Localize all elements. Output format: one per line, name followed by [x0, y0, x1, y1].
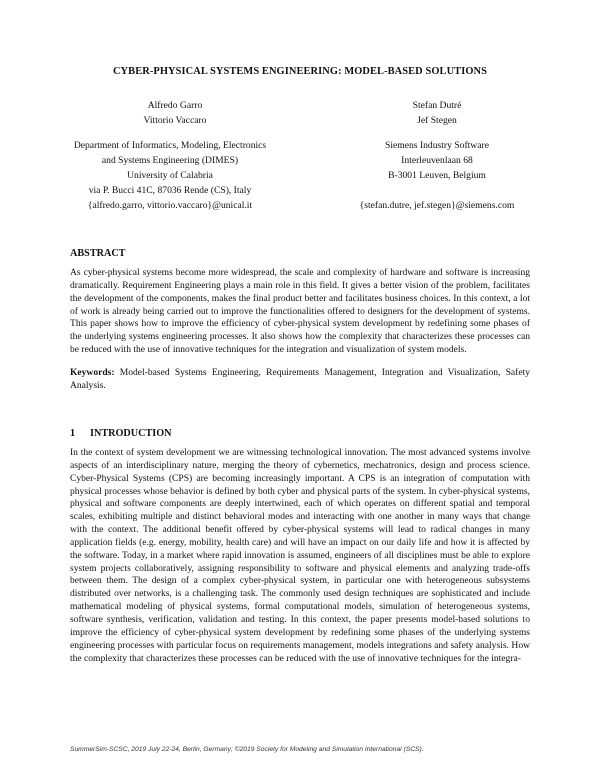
affiliation-line: B-3001 Leuven, Belgium	[388, 170, 486, 181]
authors-right-names	[322, 98, 552, 128]
section-title: INTRODUCTION	[90, 428, 172, 439]
authors-left-names	[60, 98, 290, 128]
abstract-heading: ABSTRACT	[70, 248, 126, 259]
abstract-section	[70, 248, 530, 393]
affiliation-line: Department of Informatics, Modeling, Electronics	[73, 140, 267, 151]
abstract-text: As cyber-physical systems become more widespread, the scale and complexity of hardware and software is increasing dramatically. Requirement Engineering plays a main role in this field. It gives a better vision of the problem, facilitates the development of the components, makes the final product better and facilitates business choices. In this context, a lot of work is already being carried out to improve the functionalities offered to designers for the development of systems. This paper shows how to improve the efficiency of cyber-physical system development by redefining some phases of the underlying systems engineering processes. It also shows how the complexity that characterizes these processes can be reduced with the use of innovative techniques for the integration and visualization of system models.	[70, 267, 530, 356]
keywords-text: Model-based Systems Engineering, Requirements Management, Integration and Visualization, Safety Analysis.	[70, 366, 530, 391]
author-email: {alfredo.garro, vittorio.vaccaro}@unical.it	[87, 200, 253, 211]
affiliation-line: Interleuvenlaan 68	[401, 155, 473, 166]
affiliation-line: and Systems Engineering (DIMES)	[101, 155, 239, 166]
author-name: Jef Stegen	[417, 115, 457, 126]
introduction-section	[70, 428, 530, 665]
paper-title: CYBER-PHYSICAL SYSTEMS ENGINEERING: MODEL-BASED SOLUTIONS	[112, 66, 488, 77]
affiliation-line: University of Calabria	[127, 170, 213, 181]
footer-citation: SummerSim-SCSC, 2019 July 22-24, Berlin, Germany; ©2019 Society for Modeling and Simulation International (SCS).	[70, 746, 424, 753]
author-name: Vittorio Vaccaro	[143, 115, 207, 126]
affiliation-left	[50, 138, 290, 213]
keywords-label: Keywords:	[70, 366, 115, 378]
section-number: 1	[70, 428, 76, 439]
affiliation-line: via P. Bucci 41C, 87036 Rende (CS), Italy	[88, 185, 252, 196]
author-email: {stefan.dutre, jef.stegen}@siemens.com	[359, 200, 515, 211]
affiliation-right	[322, 138, 552, 213]
affiliation-line: Siemens Industry Software	[385, 140, 489, 151]
keywords	[70, 367, 530, 393]
introduction-text: In the context of system development we are witnessing technological innovation. The most advanced systems involve aspects of an interdisciplinary nature, merging the theory of cybernetics, mechatronics, design and process science. Cyber-Physical Systems (CPS) are becoming increasingly important. A CPS is an integration of computation with physical processes whose behavior is defined by both cyber and physical parts of the system. In cyber-physical systems, physical and software components are deeply intertwined, each of which operates on different spatial and temporal scales, exhibiting multiple and distinct behavioral modes and interacting with one another in many ways that change with the context. The additional benefit offered by cyber-physical systems will lead to radical changes in many application fields (e.g. energy, mobility, health care) and will have an impact on our daily life and how it is affected by the software. Today, in a market where rapid innovation is assumed, engineers of all disciplines must be able to explore system projects collaboratively, assigning responsibility to software and physical elements and analyzing trade-offs between them. The design of a complex cyber-physical system, in particular one with heterogeneous subsystems distributed over networks, is a challenging task. The commonly used design techniques are sophisticated and include mathematical modeling of physical systems, formal computational models, simulation of heterogeneous systems, software synthesis, verification, validation and testing. In this context, the paper presents model-based solutions to improve the efficiency of cyber-physical system development by redefining some phases of the underlying systems engineering processes with particular focus on requirements management, models integrations and safety analysis. How the complexity that characterizes these processes can be reduced with the use of innovative techniques for the integra-	[70, 447, 530, 664]
introduction-heading	[70, 428, 530, 439]
author-name: Alfredo Garro	[147, 100, 203, 111]
author-name: Stefan Dutré	[412, 100, 462, 111]
